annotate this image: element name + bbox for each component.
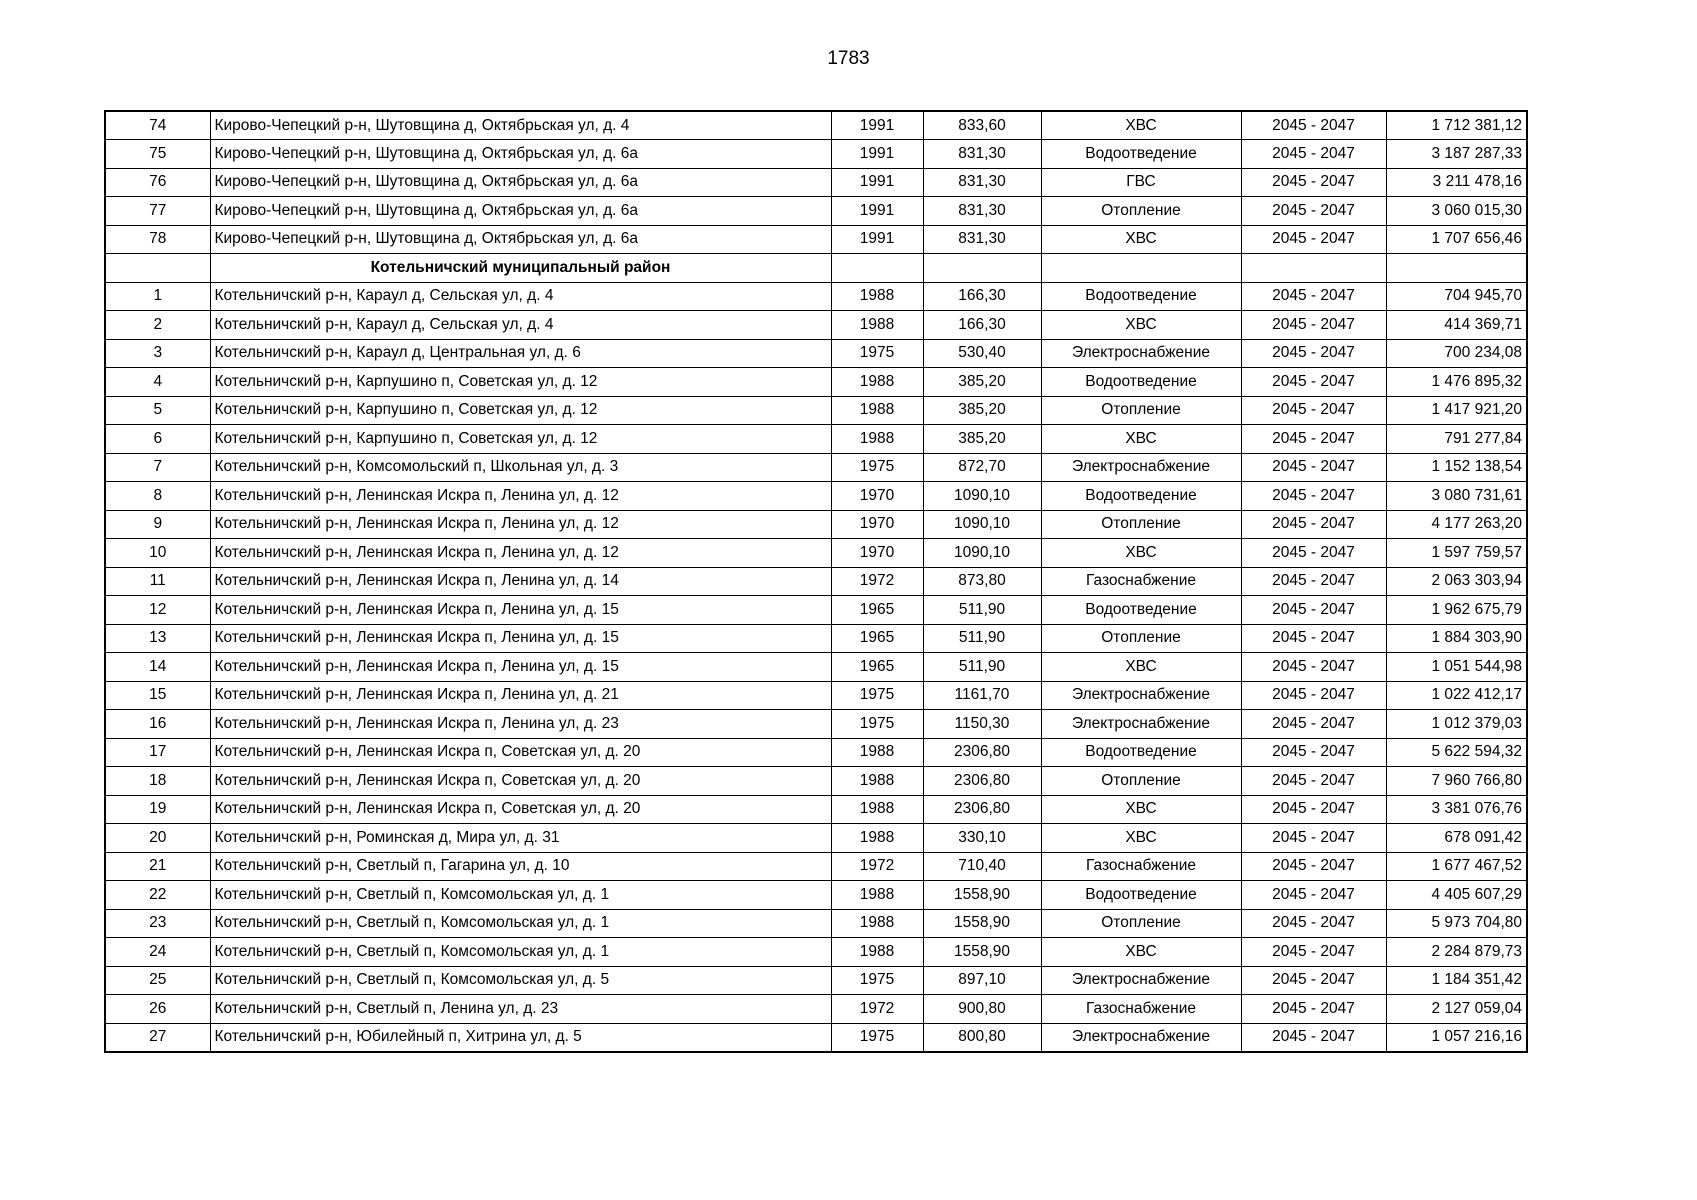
period-cell: 2045 - 2047 bbox=[1241, 681, 1386, 710]
table-row bbox=[105, 111, 1527, 140]
cost-cell: 1 057 216,16 bbox=[1386, 1023, 1527, 1052]
area-cell: 511,90 bbox=[923, 596, 1041, 625]
address-cell: Котельничский р-н, Юбилейный п, Хитрина ул, д. 5 bbox=[210, 1023, 831, 1052]
cost-cell: 1 712 381,12 bbox=[1386, 111, 1527, 140]
address-cell: Котельничский р-н, Роминская д, Мира ул, д. 31 bbox=[210, 824, 831, 853]
table-row bbox=[105, 140, 1527, 169]
period-cell: 2045 - 2047 bbox=[1241, 909, 1386, 938]
table-row bbox=[105, 909, 1527, 938]
work-type-cell: Отопление bbox=[1041, 396, 1241, 425]
work-type-cell: ХВС bbox=[1041, 111, 1241, 140]
area-cell: 900,80 bbox=[923, 995, 1041, 1024]
period-cell: 2045 - 2047 bbox=[1241, 567, 1386, 596]
row-number-cell: 24 bbox=[105, 938, 210, 967]
cost-cell: 3 187 287,33 bbox=[1386, 140, 1527, 169]
row-number-cell: 77 bbox=[105, 197, 210, 226]
address-cell: Котельничский р-н, Светлый п, Комсомольская ул, д. 1 bbox=[210, 881, 831, 910]
period-cell: 2045 - 2047 bbox=[1241, 225, 1386, 254]
row-number-cell: 78 bbox=[105, 225, 210, 254]
period-cell: 2045 - 2047 bbox=[1241, 482, 1386, 511]
period-cell: 2045 - 2047 bbox=[1241, 710, 1386, 739]
period-cell: 2045 - 2047 bbox=[1241, 795, 1386, 824]
address-cell: Котельничский р-н, Ленинская Искра п, Ленина ул, д. 12 bbox=[210, 482, 831, 511]
table-row bbox=[105, 425, 1527, 454]
address-cell: Кирово-Чепецкий р-н, Шутовщина д, Октябрьская ул, д. 6а bbox=[210, 140, 831, 169]
period-cell: 2045 - 2047 bbox=[1241, 453, 1386, 482]
address-cell: Котельничский р-н, Светлый п, Ленина ул, д. 23 bbox=[210, 995, 831, 1024]
address-cell: Кирово-Чепецкий р-н, Шутовщина д, Октябрьская ул, д. 6а bbox=[210, 197, 831, 226]
work-type-cell: Водоотведение bbox=[1041, 140, 1241, 169]
period-cell: 2045 - 2047 bbox=[1241, 140, 1386, 169]
address-cell: Котельничский р-н, Светлый п, Комсомольская ул, д. 1 bbox=[210, 938, 831, 967]
row-number-cell: 10 bbox=[105, 539, 210, 568]
work-type-cell: Отопление bbox=[1041, 510, 1241, 539]
cost-cell: 704 945,70 bbox=[1386, 282, 1527, 311]
page-number: 1783 bbox=[827, 48, 870, 69]
year-cell: 1988 bbox=[831, 767, 923, 796]
period-cell: 2045 - 2047 bbox=[1241, 938, 1386, 967]
cost-cell: 7 960 766,80 bbox=[1386, 767, 1527, 796]
cost-cell: 5 622 594,32 bbox=[1386, 738, 1527, 767]
work-type-cell: Электроснабжение bbox=[1041, 710, 1241, 739]
row-number-cell: 16 bbox=[105, 710, 210, 739]
year-cell: 1988 bbox=[831, 881, 923, 910]
area-cell: 1090,10 bbox=[923, 482, 1041, 511]
period-cell: 2045 - 2047 bbox=[1241, 1023, 1386, 1052]
address-cell: Котельничский р-н, Ленинская Искра п, Ленина ул, д. 15 bbox=[210, 653, 831, 682]
table-row bbox=[105, 396, 1527, 425]
work-type-cell: ГВС bbox=[1041, 168, 1241, 197]
table-row bbox=[105, 938, 1527, 967]
area-cell bbox=[923, 254, 1041, 283]
period-cell: 2045 - 2047 bbox=[1241, 596, 1386, 625]
cost-cell: 2 063 303,94 bbox=[1386, 567, 1527, 596]
address-cell: Котельничский р-н, Карпушино п, Советская ул, д. 12 bbox=[210, 396, 831, 425]
cost-cell: 3 060 015,30 bbox=[1386, 197, 1527, 226]
table-row bbox=[105, 710, 1527, 739]
year-cell: 1988 bbox=[831, 368, 923, 397]
work-type-cell: Газоснабжение bbox=[1041, 995, 1241, 1024]
table-row bbox=[105, 311, 1527, 340]
work-type-cell: ХВС bbox=[1041, 824, 1241, 853]
year-cell: 1988 bbox=[831, 938, 923, 967]
row-number-cell: 3 bbox=[105, 339, 210, 368]
area-cell: 2306,80 bbox=[923, 767, 1041, 796]
area-cell: 1161,70 bbox=[923, 681, 1041, 710]
cost-cell: 1 012 379,03 bbox=[1386, 710, 1527, 739]
area-cell: 511,90 bbox=[923, 653, 1041, 682]
period-cell: 2045 - 2047 bbox=[1241, 396, 1386, 425]
address-cell: Котельничский р-н, Караул д, Центральная ул, д. 6 bbox=[210, 339, 831, 368]
area-cell: 897,10 bbox=[923, 966, 1041, 995]
work-type-cell: Электроснабжение bbox=[1041, 453, 1241, 482]
work-type-cell: ХВС bbox=[1041, 795, 1241, 824]
work-type-cell: Водоотведение bbox=[1041, 596, 1241, 625]
year-cell: 1988 bbox=[831, 909, 923, 938]
period-cell: 2045 - 2047 bbox=[1241, 539, 1386, 568]
area-cell: 873,80 bbox=[923, 567, 1041, 596]
area-cell: 831,30 bbox=[923, 168, 1041, 197]
cost-cell: 5 973 704,80 bbox=[1386, 909, 1527, 938]
year-cell: 1970 bbox=[831, 482, 923, 511]
area-cell: 831,30 bbox=[923, 197, 1041, 226]
area-cell: 831,30 bbox=[923, 140, 1041, 169]
cost-cell: 1 677 467,52 bbox=[1386, 852, 1527, 881]
table-row bbox=[105, 767, 1527, 796]
work-type-cell: Водоотведение bbox=[1041, 368, 1241, 397]
cost-cell: 1 962 675,79 bbox=[1386, 596, 1527, 625]
table-row bbox=[105, 539, 1527, 568]
table-row bbox=[105, 510, 1527, 539]
year-cell: 1965 bbox=[831, 653, 923, 682]
work-type-cell: Водоотведение bbox=[1041, 738, 1241, 767]
year-cell: 1975 bbox=[831, 681, 923, 710]
area-cell: 833,60 bbox=[923, 111, 1041, 140]
table-row bbox=[105, 653, 1527, 682]
period-cell: 2045 - 2047 bbox=[1241, 168, 1386, 197]
row-number-cell: 9 bbox=[105, 510, 210, 539]
area-cell: 1090,10 bbox=[923, 539, 1041, 568]
address-cell: Котельничский р-н, Ленинская Искра п, Советская ул, д. 20 bbox=[210, 767, 831, 796]
cost-cell: 1 707 656,46 bbox=[1386, 225, 1527, 254]
row-number-cell: 18 bbox=[105, 767, 210, 796]
address-cell: Котельничский р-н, Ленинская Искра п, Советская ул, д. 20 bbox=[210, 738, 831, 767]
period-cell: 2045 - 2047 bbox=[1241, 197, 1386, 226]
period-cell bbox=[1241, 254, 1386, 283]
year-cell: 1975 bbox=[831, 966, 923, 995]
year-cell: 1988 bbox=[831, 282, 923, 311]
row-number-cell: 21 bbox=[105, 852, 210, 881]
period-cell: 2045 - 2047 bbox=[1241, 510, 1386, 539]
area-cell: 385,20 bbox=[923, 368, 1041, 397]
table-row bbox=[105, 852, 1527, 881]
year-cell: 1970 bbox=[831, 539, 923, 568]
address-cell: Котельничский р-н, Ленинская Искра п, Ленина ул, д. 12 bbox=[210, 539, 831, 568]
table-row bbox=[105, 881, 1527, 910]
row-number-cell: 74 bbox=[105, 111, 210, 140]
row-number-cell bbox=[105, 254, 210, 283]
year-cell: 1991 bbox=[831, 168, 923, 197]
year-cell: 1972 bbox=[831, 995, 923, 1024]
address-cell: Котельничский р-н, Карпушино п, Советская ул, д. 12 bbox=[210, 425, 831, 454]
area-cell: 166,30 bbox=[923, 311, 1041, 340]
area-cell: 530,40 bbox=[923, 339, 1041, 368]
cost-cell: 1 152 138,54 bbox=[1386, 453, 1527, 482]
row-number-cell: 5 bbox=[105, 396, 210, 425]
cost-cell: 4 177 263,20 bbox=[1386, 510, 1527, 539]
year-cell: 1991 bbox=[831, 140, 923, 169]
address-cell: Кирово-Чепецкий р-н, Шутовщина д, Октябрьская ул, д. 6а bbox=[210, 168, 831, 197]
work-type-cell: ХВС bbox=[1041, 938, 1241, 967]
address-cell: Котельничский р-н, Ленинская Искра п, Ленина ул, д. 15 bbox=[210, 596, 831, 625]
work-type-cell: Электроснабжение bbox=[1041, 966, 1241, 995]
row-number-cell: 7 bbox=[105, 453, 210, 482]
address-cell: Котельничский р-н, Комсомольский п, Школьная ул, д. 3 bbox=[210, 453, 831, 482]
table-row bbox=[105, 567, 1527, 596]
year-cell: 1975 bbox=[831, 710, 923, 739]
address-cell: Котельничский р-н, Светлый п, Гагарина ул, д. 10 bbox=[210, 852, 831, 881]
cost-cell: 3 211 478,16 bbox=[1386, 168, 1527, 197]
table-row bbox=[105, 795, 1527, 824]
cost-cell bbox=[1386, 254, 1527, 283]
area-cell: 1090,10 bbox=[923, 510, 1041, 539]
table-row bbox=[105, 624, 1527, 653]
period-cell: 2045 - 2047 bbox=[1241, 111, 1386, 140]
year-cell: 1975 bbox=[831, 339, 923, 368]
table-row bbox=[105, 368, 1527, 397]
period-cell: 2045 - 2047 bbox=[1241, 653, 1386, 682]
area-cell: 1558,90 bbox=[923, 881, 1041, 910]
cost-cell: 700 234,08 bbox=[1386, 339, 1527, 368]
period-cell: 2045 - 2047 bbox=[1241, 966, 1386, 995]
table-row bbox=[105, 681, 1527, 710]
year-cell: 1972 bbox=[831, 852, 923, 881]
work-type-cell: Отопление bbox=[1041, 909, 1241, 938]
table-row bbox=[105, 995, 1527, 1024]
row-number-cell: 4 bbox=[105, 368, 210, 397]
cost-cell: 1 417 921,20 bbox=[1386, 396, 1527, 425]
table-row bbox=[105, 197, 1527, 226]
table-row bbox=[105, 966, 1527, 995]
cost-cell: 3 381 076,76 bbox=[1386, 795, 1527, 824]
work-type-cell: Газоснабжение bbox=[1041, 567, 1241, 596]
period-cell: 2045 - 2047 bbox=[1241, 767, 1386, 796]
year-cell bbox=[831, 254, 923, 283]
period-cell: 2045 - 2047 bbox=[1241, 738, 1386, 767]
year-cell: 1970 bbox=[831, 510, 923, 539]
table-row bbox=[105, 596, 1527, 625]
area-cell: 1150,30 bbox=[923, 710, 1041, 739]
cost-cell: 2 127 059,04 bbox=[1386, 995, 1527, 1024]
address-cell: Котельничский р-н, Ленинская Искра п, Советская ул, д. 20 bbox=[210, 795, 831, 824]
year-cell: 1988 bbox=[831, 396, 923, 425]
area-cell: 831,30 bbox=[923, 225, 1041, 254]
cost-cell: 414 369,71 bbox=[1386, 311, 1527, 340]
address-cell: Котельничский р-н, Светлый п, Комсомольская ул, д. 1 bbox=[210, 909, 831, 938]
period-cell: 2045 - 2047 bbox=[1241, 995, 1386, 1024]
row-number-cell: 8 bbox=[105, 482, 210, 511]
row-number-cell: 22 bbox=[105, 881, 210, 910]
year-cell: 1988 bbox=[831, 824, 923, 853]
table-row bbox=[105, 824, 1527, 853]
row-number-cell: 25 bbox=[105, 966, 210, 995]
table-row bbox=[105, 282, 1527, 311]
address-cell: Котельничский р-н, Карпушино п, Советская ул, д. 12 bbox=[210, 368, 831, 397]
period-cell: 2045 - 2047 bbox=[1241, 881, 1386, 910]
table-body bbox=[105, 111, 1527, 1052]
area-cell: 166,30 bbox=[923, 282, 1041, 311]
work-type-cell: Электроснабжение bbox=[1041, 681, 1241, 710]
table-row bbox=[105, 168, 1527, 197]
work-type-cell: ХВС bbox=[1041, 225, 1241, 254]
address-cell: Котельничский р-н, Ленинская Искра п, Ленина ул, д. 14 bbox=[210, 567, 831, 596]
work-type-cell: Газоснабжение bbox=[1041, 852, 1241, 881]
area-cell: 800,80 bbox=[923, 1023, 1041, 1052]
year-cell: 1975 bbox=[831, 1023, 923, 1052]
section-header-row bbox=[105, 254, 1527, 283]
year-cell: 1972 bbox=[831, 567, 923, 596]
year-cell: 1991 bbox=[831, 111, 923, 140]
address-cell: Котельничский р-н, Караул д, Сельская ул, д. 4 bbox=[210, 282, 831, 311]
work-type-cell bbox=[1041, 254, 1241, 283]
period-cell: 2045 - 2047 bbox=[1241, 624, 1386, 653]
cost-cell: 678 091,42 bbox=[1386, 824, 1527, 853]
cost-cell: 1 022 412,17 bbox=[1386, 681, 1527, 710]
area-cell: 710,40 bbox=[923, 852, 1041, 881]
cost-cell: 4 405 607,29 bbox=[1386, 881, 1527, 910]
period-cell: 2045 - 2047 bbox=[1241, 368, 1386, 397]
cost-cell: 1 884 303,90 bbox=[1386, 624, 1527, 653]
year-cell: 1988 bbox=[831, 425, 923, 454]
area-cell: 2306,80 bbox=[923, 738, 1041, 767]
section-title: Котельничский муниципальный район bbox=[210, 254, 831, 283]
row-number-cell: 11 bbox=[105, 567, 210, 596]
row-number-cell: 76 bbox=[105, 168, 210, 197]
period-cell: 2045 - 2047 bbox=[1241, 339, 1386, 368]
row-number-cell: 6 bbox=[105, 425, 210, 454]
address-cell: Котельничский р-н, Ленинская Искра п, Ленина ул, д. 15 bbox=[210, 624, 831, 653]
cost-cell: 1 184 351,42 bbox=[1386, 966, 1527, 995]
row-number-cell: 15 bbox=[105, 681, 210, 710]
table-row bbox=[105, 339, 1527, 368]
year-cell: 1965 bbox=[831, 596, 923, 625]
year-cell: 1988 bbox=[831, 311, 923, 340]
row-number-cell: 23 bbox=[105, 909, 210, 938]
work-type-cell: Водоотведение bbox=[1041, 881, 1241, 910]
row-number-cell: 13 bbox=[105, 624, 210, 653]
work-type-cell: Электроснабжение bbox=[1041, 339, 1241, 368]
repair-schedule-table bbox=[104, 110, 1528, 1053]
cost-cell: 3 080 731,61 bbox=[1386, 482, 1527, 511]
year-cell: 1975 bbox=[831, 453, 923, 482]
row-number-cell: 12 bbox=[105, 596, 210, 625]
row-number-cell: 14 bbox=[105, 653, 210, 682]
work-type-cell: Электроснабжение bbox=[1041, 1023, 1241, 1052]
cost-cell: 791 277,84 bbox=[1386, 425, 1527, 454]
work-type-cell: Водоотведение bbox=[1041, 482, 1241, 511]
period-cell: 2045 - 2047 bbox=[1241, 824, 1386, 853]
year-cell: 1991 bbox=[831, 197, 923, 226]
year-cell: 1988 bbox=[831, 795, 923, 824]
table-row bbox=[105, 738, 1527, 767]
area-cell: 511,90 bbox=[923, 624, 1041, 653]
period-cell: 2045 - 2047 bbox=[1241, 311, 1386, 340]
year-cell: 1991 bbox=[831, 225, 923, 254]
cost-cell: 1 051 544,98 bbox=[1386, 653, 1527, 682]
work-type-cell: Отопление bbox=[1041, 767, 1241, 796]
table-row bbox=[105, 482, 1527, 511]
work-type-cell: ХВС bbox=[1041, 539, 1241, 568]
work-type-cell: ХВС bbox=[1041, 425, 1241, 454]
cost-cell: 2 284 879,73 bbox=[1386, 938, 1527, 967]
area-cell: 330,10 bbox=[923, 824, 1041, 853]
area-cell: 385,20 bbox=[923, 396, 1041, 425]
address-cell: Кирово-Чепецкий р-н, Шутовщина д, Октябрьская ул, д. 6а bbox=[210, 225, 831, 254]
year-cell: 1965 bbox=[831, 624, 923, 653]
area-cell: 872,70 bbox=[923, 453, 1041, 482]
row-number-cell: 17 bbox=[105, 738, 210, 767]
work-type-cell: Водоотведение bbox=[1041, 282, 1241, 311]
area-cell: 2306,80 bbox=[923, 795, 1041, 824]
area-cell: 1558,90 bbox=[923, 909, 1041, 938]
work-type-cell: Отопление bbox=[1041, 197, 1241, 226]
address-cell: Котельничский р-н, Ленинская Искра п, Ленина ул, д. 23 bbox=[210, 710, 831, 739]
table-row bbox=[105, 225, 1527, 254]
work-type-cell: Отопление bbox=[1041, 624, 1241, 653]
address-cell: Котельничский р-н, Ленинская Искра п, Ленина ул, д. 21 bbox=[210, 681, 831, 710]
row-number-cell: 1 bbox=[105, 282, 210, 311]
cost-cell: 1 476 895,32 bbox=[1386, 368, 1527, 397]
work-type-cell: ХВС bbox=[1041, 311, 1241, 340]
table-row bbox=[105, 1023, 1527, 1052]
row-number-cell: 27 bbox=[105, 1023, 210, 1052]
address-cell: Котельничский р-н, Светлый п, Комсомольская ул, д. 5 bbox=[210, 966, 831, 995]
area-cell: 1558,90 bbox=[923, 938, 1041, 967]
cost-cell: 1 597 759,57 bbox=[1386, 539, 1527, 568]
row-number-cell: 2 bbox=[105, 311, 210, 340]
period-cell: 2045 - 2047 bbox=[1241, 425, 1386, 454]
address-cell: Котельничский р-н, Караул д, Сельская ул, д. 4 bbox=[210, 311, 831, 340]
year-cell: 1988 bbox=[831, 738, 923, 767]
row-number-cell: 19 bbox=[105, 795, 210, 824]
row-number-cell: 75 bbox=[105, 140, 210, 169]
row-number-cell: 26 bbox=[105, 995, 210, 1024]
address-cell: Котельничский р-н, Ленинская Искра п, Ленина ул, д. 12 bbox=[210, 510, 831, 539]
address-cell: Кирово-Чепецкий р-н, Шутовщина д, Октябрьская ул, д. 4 bbox=[210, 111, 831, 140]
area-cell: 385,20 bbox=[923, 425, 1041, 454]
work-type-cell: ХВС bbox=[1041, 653, 1241, 682]
row-number-cell: 20 bbox=[105, 824, 210, 853]
period-cell: 2045 - 2047 bbox=[1241, 282, 1386, 311]
table-row bbox=[105, 453, 1527, 482]
period-cell: 2045 - 2047 bbox=[1241, 852, 1386, 881]
